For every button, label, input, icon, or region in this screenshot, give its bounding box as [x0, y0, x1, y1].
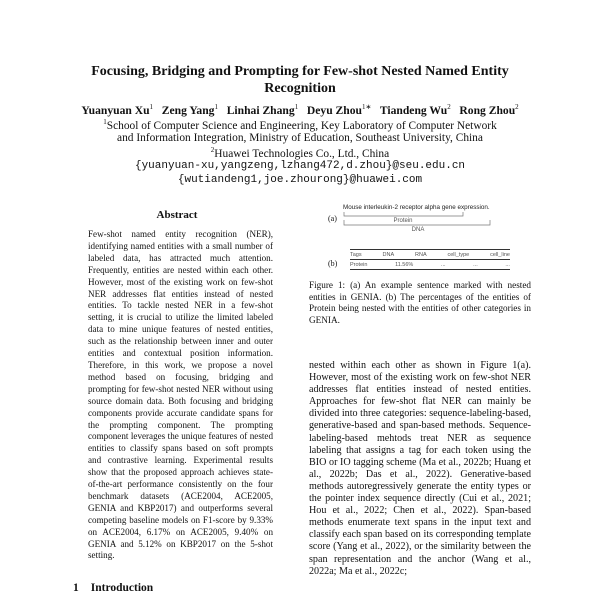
- table-header-cell: cell_line: [490, 251, 510, 258]
- author-name: Rong Zhou: [459, 103, 516, 117]
- affiliation-sup: 1: [103, 118, 107, 126]
- author-list: [40, 103, 560, 117]
- email-line-2: {wutiandeng1,joe.zhourong}@huawei.com: [177, 174, 423, 186]
- author-sup: 2: [515, 103, 519, 111]
- abstract-text: Few-shot named entity recognition (NER), identifying named entities with a small number of labeled data, has attracted much attention. Frequently, entities are nested within each other. However, most of the existing work on few-shot NER addresses flat entities instead of nested entities. To tackle nested NER in a few-shot setting, it is crucial to utilize the limited labeled data to mine unique features of nested entities, such as the relationship between inner and outer entities and contextual position information. Therefore, in this work, we propose a novel method based on focusing, bridging and prompting for few-shot nested NER without using source domain data. Both focusing and bridging components provide accurate candidate spans for the prompting component. The prompting component leverages the unique features of nested entities to classify spans based on soft prompts and contrastive learning. Experimental results show that the proposed approach achieves state-of-the-art performance consistently on the four benchmark datasets (ACE2004, ACE2005, GENIA and KBP2017) and outperforms several competing baseline models on F1-score by 9.33% on ACE2004, 6.17% on ACE2005, 9.40% on GENIA and 5.12% on KBP2017 on the 5-shot setting.: [88, 229, 273, 561]
- inner-bracket: [344, 212, 463, 216]
- affiliation-sup: 2: [210, 146, 215, 154]
- paper-title-line1: Focusing, Bridging and Prompting for Few-shot Nested Named Entity: [91, 64, 509, 79]
- table-cell: ...: [505, 261, 510, 268]
- author-name: Deyu Zhou: [306, 103, 362, 117]
- table-header-cell: RNA: [415, 251, 427, 258]
- nested-entity-brackets: [340, 210, 520, 232]
- figure-label-a: (a): [328, 214, 337, 223]
- author-sup: 1: [214, 103, 218, 111]
- author-name: Tiandeng Wu: [379, 103, 448, 117]
- email-line-1: {yuanyuan-xu,yangzeng,lzhang472,d.zhou}@seu.edu.cn: [134, 160, 466, 172]
- table-header-cell: Tags: [350, 251, 362, 258]
- table-cell: 11.56%: [395, 261, 414, 268]
- author-sup: 1∗: [361, 103, 372, 111]
- section-title: Introduction: [90, 582, 154, 594]
- affiliation-2: $^2$Huawei Technologies Co., Ltd., China: [210, 146, 390, 160]
- outer-entity-label: DNA: [411, 227, 425, 232]
- author-sup: 1: [149, 103, 154, 111]
- table-cell: ...: [473, 261, 478, 268]
- author-name: Yuanyuan Xu: [81, 103, 150, 117]
- author-sup: 2: [447, 103, 451, 111]
- table-cell: ...: [440, 261, 446, 268]
- author-name: Linhai Zhang: [226, 103, 295, 117]
- outer-bracket: [344, 220, 490, 225]
- affiliation-1-line1: $^1$School of Computer Science and Engineering, Key Laboratory of Computer Network: [103, 118, 497, 132]
- table-header-cell: DNA: [382, 251, 395, 258]
- table-cell: Protein: [350, 261, 368, 268]
- table-row: [350, 260, 510, 269]
- figure-label-b: (b): [328, 259, 338, 268]
- table-header-cell: cell_type: [447, 251, 470, 258]
- author-sup: 1: [294, 103, 299, 111]
- section-heading: [73, 582, 165, 594]
- section-number: 1: [73, 582, 79, 594]
- figure-caption: Figure 1: (a) An example sentence marked with nested entities in GENIA. (b) The percentages of the entities of Protein being nested with the entities of other categories in GENIA.: [309, 280, 531, 326]
- paper-title: [60, 63, 540, 97]
- table-header-row: [350, 250, 510, 259]
- body-text: nested within each other as shown in Figure 1(a). However, most of the existing work on few-shot NER addresses flat entities instead of nested entities. Approaches for few-shot flat NER can mainly be divided into three categories: sequence-labeling-based, generative-based and span-based methods. Sequence-labeling-based mehtods treat NER as sequence labeling that assigns a tag for each token using the BIO or IO tagging scheme (Ma et al., 2022b; Huang et al., 2022b; Das et al., 2022). Generative-based methods autoregressively generate the entity types or the pointer index sequence directly (Cui et al., 2021; Hou et al., 2022; Chen et al., 2022). Span-based methods enumerate text spans in the input text and classify each span based on its corresponding template score (Yang et al., 2022), or the similarity between the span representation and the anchor (Wang et al., 2022a; Ma et al., 2022c;: [309, 360, 531, 577]
- inner-entity-label: Protein: [393, 218, 413, 224]
- abstract-heading: Abstract: [156, 209, 198, 221]
- author-name: Zeng Yang: [161, 103, 215, 117]
- affiliation-1-line2: and Information Integration, Ministry of Education, Southeast University, China: [117, 132, 483, 144]
- paper-title-line2: Recognition: [264, 81, 336, 96]
- nesting-percentage-table: [350, 249, 510, 270]
- figure-sentence: Mouse interleukin-2 receptor alpha gene expression.: [343, 204, 490, 211]
